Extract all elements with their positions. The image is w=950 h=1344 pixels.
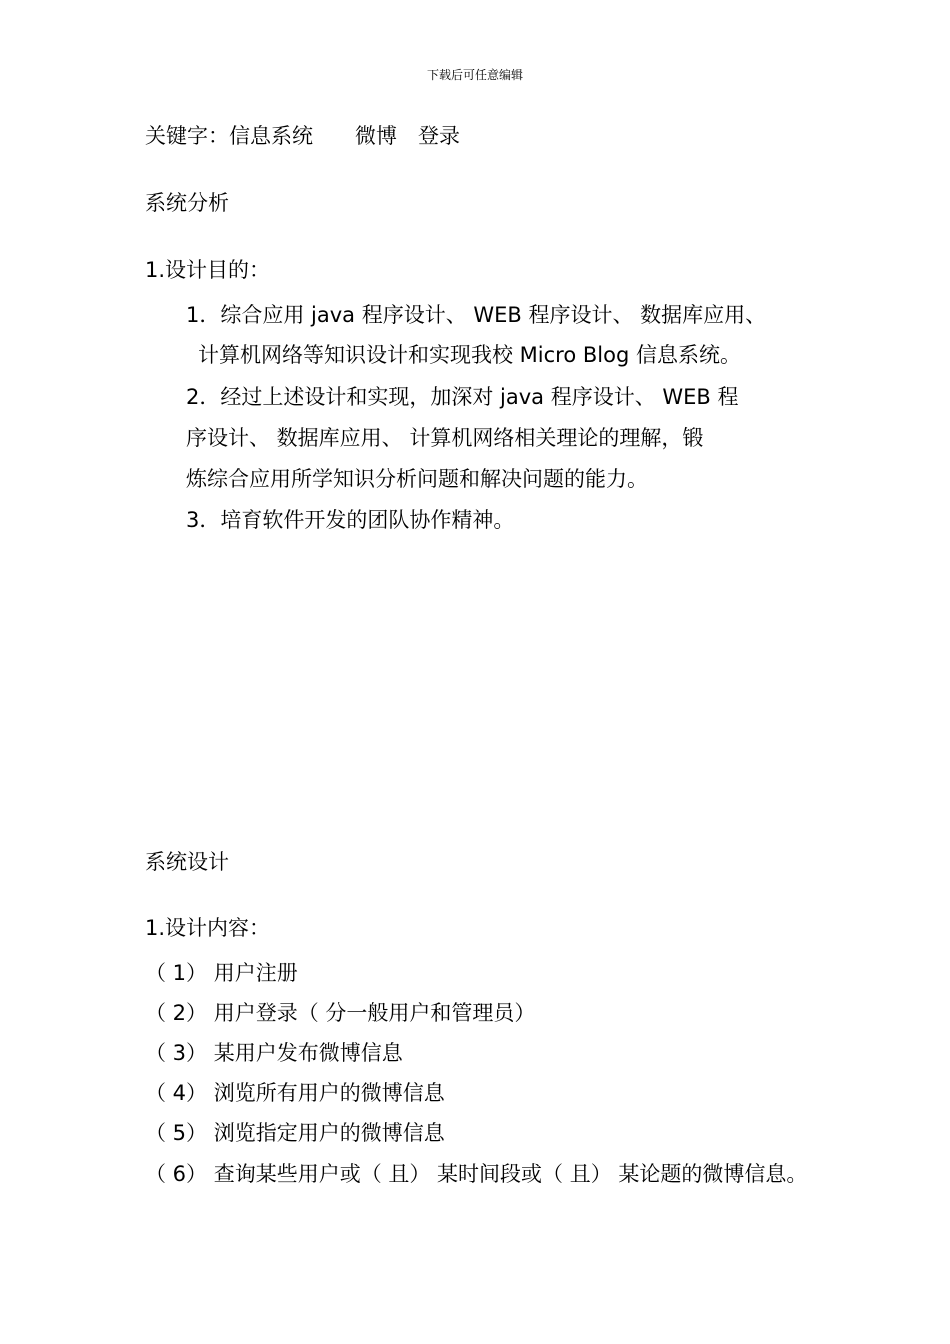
list-item: （ 1） 用户注册 (145, 961, 298, 985)
keywords-line: 关键字：信息系统 微博 登录 (145, 124, 460, 148)
subtitle-design-purpose: 1.设计目的： (145, 258, 271, 282)
section-title-design: 系统设计 (145, 850, 229, 874)
purpose-line-5: 炼综合应用所学知识分析问题和解决问题的能力。 (186, 467, 648, 491)
purpose-line-3: 2．经过上述设计和实现，加深对 java 程序设计、 WEB 程 (186, 385, 739, 409)
list-item: （ 4） 浏览所有用户的微博信息 (145, 1081, 445, 1105)
subtitle-design-content: 1.设计内容： (145, 916, 271, 940)
purpose-line-2: 计算机网络等知识设计和实现我校 Micro Blog 信息系统。 (198, 343, 741, 367)
purpose-line-6: 3．培育软件开发的团队协作精神。 (186, 508, 515, 532)
list-item: （ 6） 查询某些用户或（ 且） 某时间段或（ 且） 某论题的微博信息。 (145, 1162, 808, 1186)
header-note: 下载后可任意编辑 (426, 68, 523, 82)
list-item: （ 2） 用户登录（ 分一般用户和管理员） (145, 1001, 536, 1025)
section-title-analysis: 系统分析 (145, 191, 229, 215)
list-item: （ 3） 某用户发布微博信息 (145, 1041, 403, 1065)
purpose-line-4: 序设计、 数据库应用、 计算机网络相关理论的理解，锻 (186, 426, 704, 450)
list-item: （ 5） 浏览指定用户的微博信息 (145, 1121, 445, 1145)
purpose-line-1: 1．综合应用 java 程序设计、 WEB 程序设计、 数据库应用、 (186, 303, 767, 327)
